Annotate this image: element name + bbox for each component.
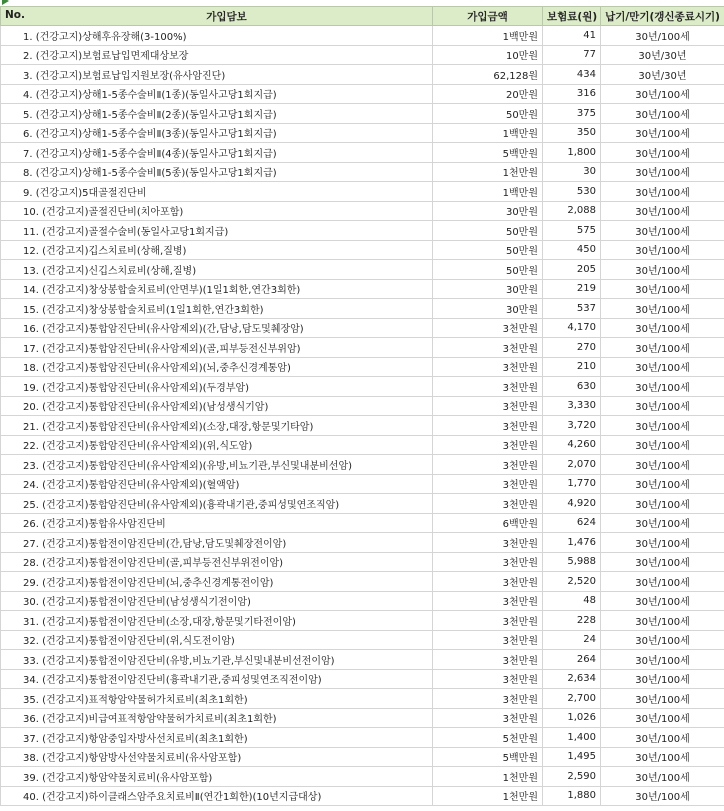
table-row [1,318,724,338]
table-row [1,572,724,592]
term-cell: 30년/100세 [601,533,724,553]
coverage-name: (건강고지)신깁스치료비(상해,질병) [42,265,197,277]
section-marker-icon [2,0,9,5]
term-cell: 30년/100세 [601,26,724,46]
premium-cell: 1,880 [543,786,601,806]
premium-cell: 2,590 [543,767,601,787]
coverage-name: (건강고지)상해1-5종수술비Ⅱ(2종)(동일사고당1회지급) [35,109,277,121]
term-cell: 30년/100세 [601,513,724,533]
table-row [1,435,724,455]
coverage-cell [1,338,433,358]
row-number: 17. [23,343,39,355]
premium-cell: 210 [543,357,601,377]
table-row [1,162,724,182]
amount-cell: 3천만원 [433,377,543,397]
coverage-cell [1,786,433,806]
term-cell: 30년/100세 [601,201,724,221]
coverage-cell [1,435,433,455]
coverage-cell [1,279,433,299]
table-row [1,513,724,533]
premium-cell: 2,700 [543,689,601,709]
premium-cell: 3,720 [543,416,601,436]
coverage-cell [1,552,433,572]
header-coverage-label: 가입담보 [206,10,247,23]
table-row [1,182,724,202]
amount-cell: 50만원 [433,104,543,124]
term-cell: 30년/100세 [601,630,724,650]
coverage-cell [1,591,433,611]
row-number: 37. [23,733,39,745]
term-cell: 30년/100세 [601,396,724,416]
row-number: 5. [23,109,33,121]
coverage-cell [1,182,433,202]
amount-cell: 3천만원 [433,669,543,689]
table-row [1,65,724,85]
amount-cell: 50만원 [433,240,543,260]
amount-cell: 10만원 [433,45,543,65]
amount-cell: 3천만원 [433,455,543,475]
coverage-cell [1,260,433,280]
amount-cell: 3천만원 [433,435,543,455]
amount-cell: 1백만원 [433,123,543,143]
row-number: 31. [23,616,39,628]
coverage-cell [1,318,433,338]
coverage-cell [1,65,433,85]
premium-cell: 575 [543,221,601,241]
coverage-cell [1,123,433,143]
amount-cell: 62,128원 [433,65,543,85]
coverage-cell [1,533,433,553]
table-row [1,455,724,475]
table-row [1,591,724,611]
coverage-cell [1,299,433,319]
amount-cell: 5백만원 [433,143,543,163]
row-number: 19. [23,382,39,394]
coverage-cell [1,669,433,689]
coverage-name: (건강고지)통합전이암진단비(소장,대장,항문및기타전이암) [42,616,296,628]
row-number: 29. [23,577,39,589]
table-row [1,396,724,416]
row-number: 16. [23,324,39,336]
premium-cell: 205 [543,260,601,280]
amount-cell: 1천만원 [433,767,543,787]
term-cell: 30년/100세 [601,84,724,104]
amount-cell: 3천만원 [433,533,543,553]
premium-cell: 24 [543,630,601,650]
term-cell: 30년/100세 [601,221,724,241]
row-number: 21. [23,421,39,433]
table-row [1,786,724,806]
premium-cell: 5,988 [543,552,601,572]
coverage-name: (건강고지)항암중입자방사선치료비(최초1회한) [42,733,248,745]
amount-cell: 3천만원 [433,474,543,494]
term-cell: 30년/30년 [601,45,724,65]
row-number: 38. [23,753,39,765]
premium-cell: 3,330 [543,396,601,416]
coverage-cell [1,455,433,475]
amount-cell: 3천만원 [433,416,543,436]
amount-cell: 6백만원 [433,513,543,533]
coverage-name: (건강고지)항암방사선약물치료비(유사암포함) [42,753,242,765]
amount-cell: 3천만원 [433,572,543,592]
premium-cell: 270 [543,338,601,358]
coverage-name: (건강고지)보험료납입면제대상보장 [35,51,189,63]
premium-cell: 41 [543,26,601,46]
coverage-cell [1,728,433,748]
coverage-name: (건강고지)상해1-5종수술비Ⅱ(1종)(동일사고당1회지급) [35,90,277,102]
row-number: 3. [23,70,33,82]
table-row [1,767,724,787]
amount-cell: 30만원 [433,279,543,299]
premium-cell: 1,476 [543,533,601,553]
row-number: 33. [23,655,39,667]
coverage-cell [1,162,433,182]
amount-cell: 1천만원 [433,162,543,182]
amount-cell: 3천만원 [433,357,543,377]
coverage-cell [1,396,433,416]
row-number: 7. [23,148,33,160]
row-number: 23. [23,460,39,472]
amount-cell: 3천만원 [433,552,543,572]
coverage-name: (건강고지)통합암진단비(유사암제외)(골,피부등전신부위암) [42,343,301,355]
table-row [1,708,724,728]
amount-cell: 3천만원 [433,630,543,650]
amount-cell: 3천만원 [433,650,543,670]
row-number: 18. [23,363,39,375]
coverage-name: (건강고지)골절진단비(치아포함) [42,207,184,219]
coverage-table [0,6,724,806]
premium-cell: 350 [543,123,601,143]
premium-cell: 219 [543,279,601,299]
row-number: 22. [23,441,39,453]
table-row [1,689,724,709]
coverage-name: (건강고지)창상봉합술치료비(1일1회한,연간3회한) [42,304,264,316]
coverage-name: (건강고지)깁스치료비(상해,질병) [42,246,187,258]
coverage-name: (건강고지)통합암진단비(유사암제외)(흉곽내기관,중피성및연조직암) [42,499,340,511]
amount-cell: 50만원 [433,260,543,280]
coverage-name: (건강고지)항암약물치료비(유사암포함) [42,772,213,784]
term-cell: 30년/100세 [601,689,724,709]
coverage-name: (건강고지)보험료납입지원보장(유사암진단) [35,70,226,82]
header-amount: 가입금액 [433,7,543,26]
amount-cell: 30만원 [433,299,543,319]
premium-cell: 434 [543,65,601,85]
amount-cell: 1백만원 [433,182,543,202]
premium-cell: 1,770 [543,474,601,494]
premium-cell: 316 [543,84,601,104]
coverage-cell [1,240,433,260]
coverage-name: (건강고지)창상봉합술치료비(안면부)(1일1회한,연간3회한) [42,285,301,297]
amount-cell: 3천만원 [433,611,543,631]
header-coverage [1,7,433,26]
premium-cell: 4,260 [543,435,601,455]
amount-cell: 3천만원 [433,318,543,338]
table-row [1,45,724,65]
table-row [1,416,724,436]
term-cell: 30년/100세 [601,377,724,397]
term-cell: 30년/100세 [601,455,724,475]
row-number: 25. [23,499,39,511]
coverage-name: (건강고지)통합전이암진단비(유방,비뇨기관,부신및내분비선전이암) [42,655,335,667]
table-row [1,650,724,670]
table-row [1,123,724,143]
term-cell: 30년/100세 [601,728,724,748]
table-row [1,260,724,280]
coverage-name: (건강고지)통합전이암진단비(흉곽내기관,중피성및연조직전이암) [42,675,322,687]
coverage-cell [1,572,433,592]
term-cell: 30년/100세 [601,104,724,124]
premium-cell: 30 [543,162,601,182]
row-number: 8. [23,168,33,180]
premium-cell: 450 [543,240,601,260]
premium-cell: 1,026 [543,708,601,728]
coverage-name: (건강고지)상해1-5종수술비Ⅱ(4종)(동일사고당1회지급) [35,148,277,160]
table-row [1,552,724,572]
amount-cell: 5백만원 [433,747,543,767]
coverage-name: (건강고지)통합암진단비(유사암제외)(두경부암) [42,382,250,394]
header-term: 납기/만기(갱신종료시기) [601,7,724,26]
premium-cell: 1,400 [543,728,601,748]
premium-cell: 624 [543,513,601,533]
row-number: 30. [23,597,39,609]
table-row [1,26,724,46]
coverage-cell [1,416,433,436]
coverage-name: (건강고지)통합암진단비(유사암제외)(간,담낭,담도및췌장암) [42,324,304,336]
table-row [1,630,724,650]
row-number: 14. [23,285,39,297]
coverage-name: (건강고지)통합암진단비(유사암제외)(유방,비뇨기관,부신및내분비선암) [42,460,352,472]
term-cell: 30년/100세 [601,123,724,143]
term-cell: 30년/100세 [601,611,724,631]
table-row [1,201,724,221]
amount-cell: 3천만원 [433,396,543,416]
table-row [1,357,724,377]
table-row [1,299,724,319]
coverage-name: (건강고지)골절수술비(동일사고당1회지급) [42,226,229,238]
coverage-name: (건강고지)통합암진단비(유사암제외)(위,식도암) [42,441,253,453]
premium-cell: 2,520 [543,572,601,592]
table-row [1,474,724,494]
term-cell: 30년/100세 [601,786,724,806]
premium-cell: 1,495 [543,747,601,767]
header-no: No. [5,8,25,21]
coverage-name: (건강고지)통합유사암진단비 [42,519,166,531]
coverage-cell [1,26,433,46]
row-number: 6. [23,129,33,141]
coverage-name: (건강고지)통합암진단비(유사암제외)(혈액암) [42,480,240,492]
table-row [1,84,724,104]
coverage-name: (건강고지)상해후유장해(3-100%) [35,31,187,43]
table-row [1,143,724,163]
premium-cell: 1,800 [543,143,601,163]
coverage-name: (건강고지)통합암진단비(유사암제외)(남성생식기암) [42,402,269,414]
coverage-name: (건강고지)표적항암약물허가치료비(최초1회한) [42,694,248,706]
premium-cell: 2,634 [543,669,601,689]
term-cell: 30년/100세 [601,279,724,299]
coverage-cell [1,708,433,728]
table-row [1,377,724,397]
table-row [1,240,724,260]
row-number: 36. [23,714,39,726]
premium-cell: 4,170 [543,318,601,338]
table-row [1,338,724,358]
coverage-name: (건강고지)통합전이암진단비(간,담낭,담도및췌장전이암) [42,538,287,550]
row-number: 27. [23,538,39,550]
table-row [1,104,724,124]
coverage-name: (건강고지)통합전이암진단비(위,식도전이암) [42,636,235,648]
premium-cell: 77 [543,45,601,65]
term-cell: 30년/100세 [601,260,724,280]
premium-cell: 228 [543,611,601,631]
amount-cell: 3천만원 [433,338,543,358]
amount-cell: 3천만원 [433,591,543,611]
row-number: 28. [23,558,39,570]
coverage-cell [1,767,433,787]
amount-cell: 5천만원 [433,728,543,748]
coverage-name: (건강고지)비급여표적항암약물허가치료비(최초1회한) [42,714,277,726]
amount-cell: 3천만원 [433,689,543,709]
term-cell: 30년/100세 [601,572,724,592]
row-number: 9. [23,187,33,199]
term-cell: 30년/30년 [601,65,724,85]
coverage-name: (건강고지)통합전이암진단비(남성생식기전이암) [42,597,251,609]
row-number: 10. [23,207,39,219]
row-number: 1. [23,31,33,43]
term-cell: 30년/100세 [601,162,724,182]
coverage-cell [1,201,433,221]
term-cell: 30년/100세 [601,357,724,377]
coverage-cell [1,357,433,377]
term-cell: 30년/100세 [601,669,724,689]
coverage-name: (건강고지)통합암진단비(유사암제외)(뇌,중추신경계통암) [42,363,291,375]
premium-cell: 2,088 [543,201,601,221]
term-cell: 30년/100세 [601,650,724,670]
coverage-name: (건강고지)상해1-5종수술비Ⅱ(3종)(동일사고당1회지급) [35,129,277,141]
coverage-name: (건강고지)5대골절진단비 [35,187,147,199]
term-cell: 30년/100세 [601,591,724,611]
amount-cell: 1천만원 [433,786,543,806]
coverage-cell [1,377,433,397]
premium-cell: 264 [543,650,601,670]
coverage-cell [1,221,433,241]
term-cell: 30년/100세 [601,494,724,514]
term-cell: 30년/100세 [601,552,724,572]
coverage-cell [1,513,433,533]
coverage-cell [1,45,433,65]
table-header-row [1,7,724,26]
amount-cell: 3천만원 [433,494,543,514]
row-number: 4. [23,90,33,102]
amount-cell: 3천만원 [433,708,543,728]
header-premium: 보험료(원) [543,7,601,26]
term-cell: 30년/100세 [601,416,724,436]
term-cell: 30년/100세 [601,143,724,163]
premium-cell: 630 [543,377,601,397]
coverage-name: (건강고지)통합암진단비(유사암제외)(소장,대장,항문및기타암) [42,421,314,433]
term-cell: 30년/100세 [601,182,724,202]
coverage-cell [1,747,433,767]
table-row [1,279,724,299]
term-cell: 30년/100세 [601,240,724,260]
table-row [1,494,724,514]
table-row [1,669,724,689]
table-row [1,611,724,631]
table-row [1,221,724,241]
coverage-name: (건강고지)통합전이암진단비(골,피부등전신부위전이암) [42,558,284,570]
coverage-cell [1,689,433,709]
premium-cell: 48 [543,591,601,611]
term-cell: 30년/100세 [601,318,724,338]
coverage-cell [1,474,433,494]
coverage-name: (건강고지)통합전이암진단비(뇌,중추신경계통전이암) [42,577,274,589]
row-number: 32. [23,636,39,648]
coverage-cell [1,611,433,631]
row-number: 15. [23,304,39,316]
term-cell: 30년/100세 [601,767,724,787]
premium-cell: 375 [543,104,601,124]
coverage-cell [1,650,433,670]
row-number: 34. [23,675,39,687]
coverage-cell [1,630,433,650]
coverage-cell [1,494,433,514]
term-cell: 30년/100세 [601,474,724,494]
amount-cell: 1백만원 [433,26,543,46]
row-number: 39. [23,772,39,784]
coverage-name: (건강고지)상해1-5종수술비Ⅱ(5종)(동일사고당1회지급) [35,168,277,180]
amount-cell: 50만원 [433,221,543,241]
premium-cell: 530 [543,182,601,202]
row-number: 24. [23,480,39,492]
row-number: 35. [23,694,39,706]
premium-cell: 4,920 [543,494,601,514]
row-number: 40. [23,792,39,804]
term-cell: 30년/100세 [601,747,724,767]
premium-cell: 2,070 [543,455,601,475]
term-cell: 30년/100세 [601,435,724,455]
coverage-cell [1,104,433,124]
amount-cell: 20만원 [433,84,543,104]
table-row [1,728,724,748]
row-number: 12. [23,246,39,258]
term-cell: 30년/100세 [601,299,724,319]
coverage-cell [1,84,433,104]
amount-cell: 30만원 [433,201,543,221]
term-cell: 30년/100세 [601,708,724,728]
premium-cell: 537 [543,299,601,319]
table-row [1,747,724,767]
row-number: 2. [23,51,33,63]
term-cell: 30년/100세 [601,338,724,358]
row-number: 13. [23,265,39,277]
coverage-name: (건강고지)하이클래스암주요치료비Ⅱ(연간1회한)(10년지급대상) [42,792,322,804]
row-number: 20. [23,402,39,414]
coverage-cell [1,143,433,163]
table-row [1,533,724,553]
row-number: 26. [23,519,39,531]
row-number: 11. [23,226,39,238]
